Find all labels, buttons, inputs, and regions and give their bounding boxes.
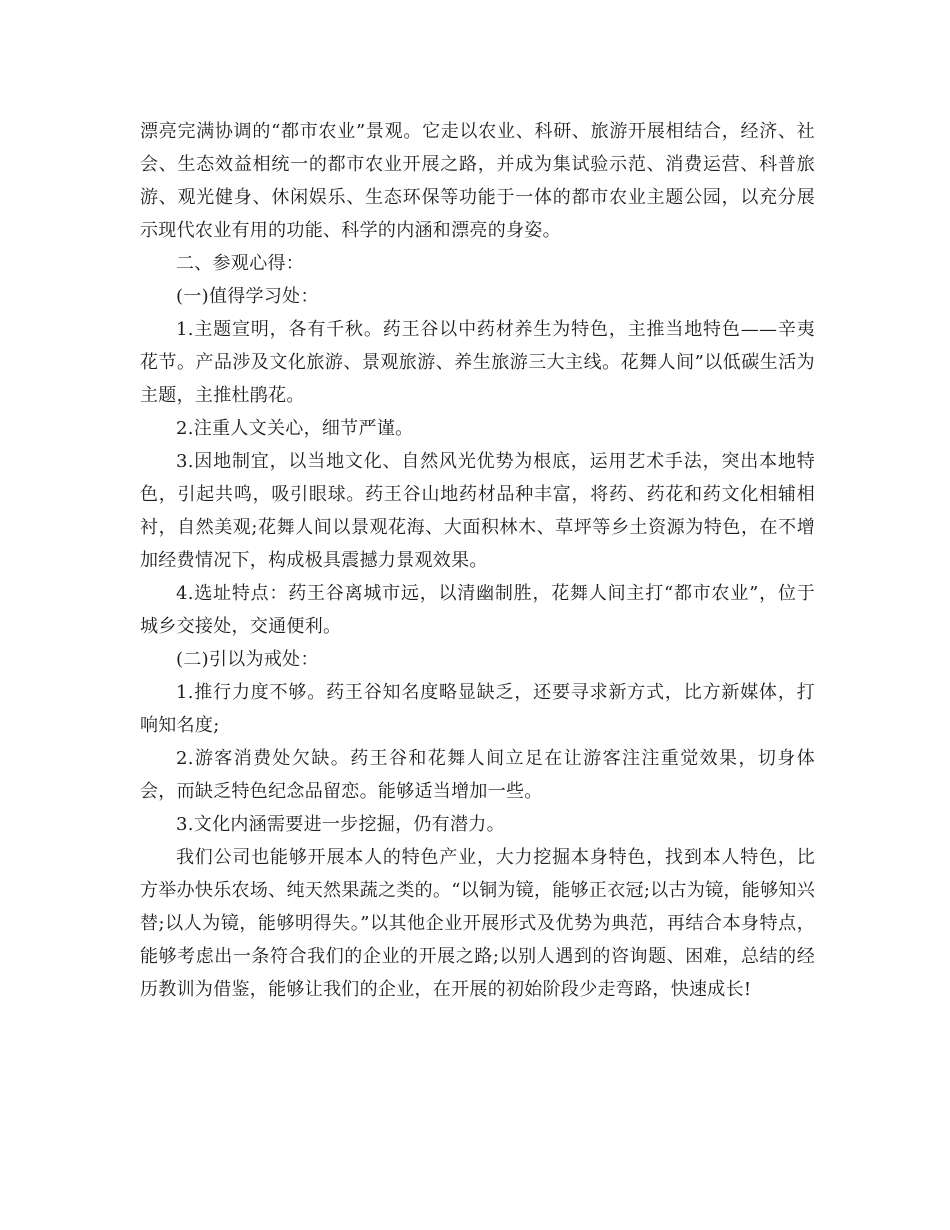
section-heading-visit-insights: 二、参观心得： (176, 253, 305, 274)
paragraph-lesson-2: 2.游客消费处欠缺。药王谷和花舞人间立足在让游客注注重觉效果，切身体会，而缺乏特色纪念品留恋。能够适当增加一些。 (140, 748, 815, 802)
subheading-lessons: (二)引以为戒处： (176, 649, 319, 670)
paragraph-intro-continuation: 漂亮完满协调的“都市农业”景观。它走以农业、科研、旅游开展相结合，经济、社会、生态效益相统一的都市农业开展之路，并成为集试验示范、消费运营、科普旅游、观光健身、休闲娱乐、生态环保等功能于一体的都市农业主题公园，以充分展示现代农业有用的功能、科学的内涵和漂亮的身姿。 (140, 121, 815, 241)
paragraph-lesson-3: 3.文化内涵需要进一步挖掘，仍有潜力。 (176, 814, 505, 835)
paragraph-point-1: 1.主题宣明，各有千秋。药王谷以中药材养生为特色，主推当地特色——辛夷花节。产品涉及文化旅游、景观旅游、养生旅游三大主线。花舞人间”以低碳生活为主题，主推杜鹃花。 (140, 319, 815, 406)
document-body (140, 115, 815, 1006)
paragraph-conclusion: 我们公司也能够开展本人的特色产业，大力挖掘本身特色，找到本人特色，比方举办快乐农场、纯天然果蔬之类的。“以铜为镜，能够正衣冠;以古为镜，能够知兴替;以人为镜，能够明得失。”以其他企业开展形式及优势为典范，再结合本身特点，能够考虑出一条符合我们的企业的开展之路;以别人遇到的咨询题、困难，总结的经历教训为借鉴，能够让我们的企业，在开展的初始阶段少走弯路，快速成长! (140, 847, 815, 1000)
subheading-worth-learning: (一)值得学习处： (176, 286, 319, 307)
paragraph-point-4: 4.选址特点：药王谷离城市远，以清幽制胜，花舞人间主打“都市农业”，位于城乡交接处，交通便利。 (140, 583, 815, 637)
paragraph-lesson-1: 1.推行力度不够。药王谷知名度略显缺乏，还要寻求新方式，比方新媒体，打响知名度; (140, 682, 815, 736)
paragraph-point-3: 3.因地制宜，以当地文化、自然风光优势为根底，运用艺术手法，突出本地特色，引起共鸣，吸引眼球。药王谷山地药材品种丰富，将药、药花和药文化相辅相衬，自然美观;花舞人间以景观花海、大面积林木、草坪等乡土资源为特色，在不增加经费情况下，构成极具震撼力景观效果。 (140, 451, 815, 571)
paragraph-point-2: 2.注重人文关心，细节严谨。 (176, 418, 414, 439)
